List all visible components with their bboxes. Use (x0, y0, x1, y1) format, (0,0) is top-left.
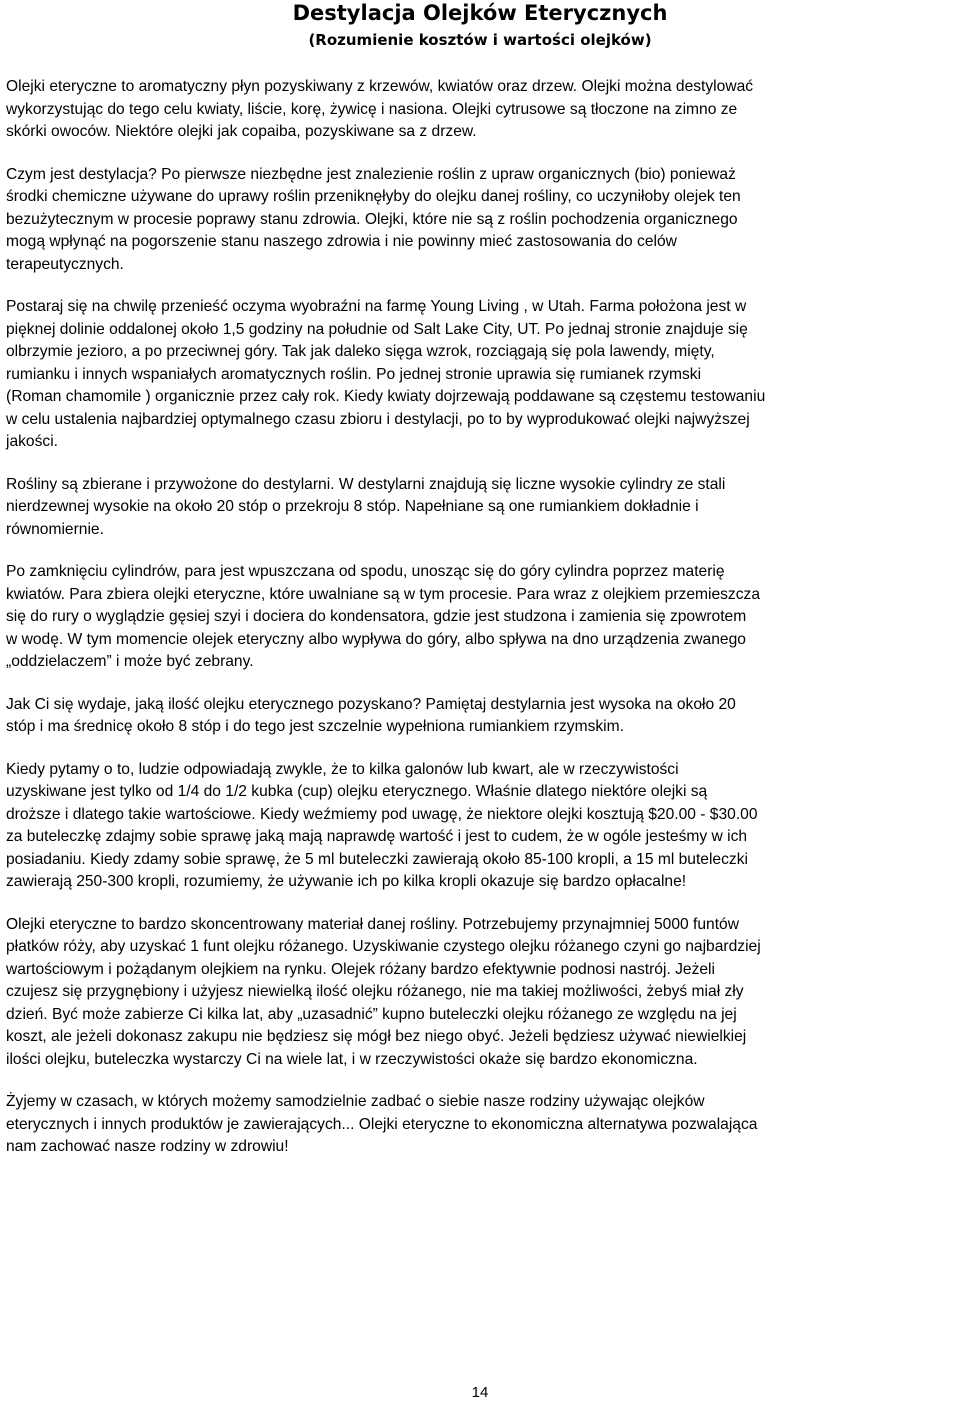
text-line: Olejki eteryczne to aromatyczny płyn pozyskiwany z krzewów, kwiatów oraz drzew. Olejki można destylować (6, 78, 754, 95)
document-title: Destylacja Olejków Eterycznych (292, 1, 668, 25)
text-line: Po zamknięciu cylindrów, para jest wpuszczana od spodu, unosząc się do góry cylindra poprzez materię (6, 563, 725, 580)
text-line: Rośliny są zbierane i przywożone do destylarni. W destylarni znajdują się liczne wysokie cylindry ze stali (6, 475, 726, 493)
text-line: nierdzewnej wysokie na około 20 stóp o przekroju 8 stóp. Napełniane są one rumiankiem dokładnie i (6, 498, 699, 515)
text-line: w wodę. W tym momencie olejek eteryczny albo wypływa do góry, albo spływa na dno urządzenia zwanego (6, 630, 746, 648)
paragraph (6, 296, 958, 454)
paragraph (6, 561, 958, 674)
text-line: olbrzymie jezioro, a po przeciwnej góry. Tak jak daleko sięga wzrok, rozciągają się pola lawendy, mięty, (6, 343, 715, 360)
text-line: kwiatów. Para zbiera olejki eteryczne, które uwalniane są w tym procesie. Para wraz z olejkiem przemieszcza (6, 585, 760, 603)
paragraph (6, 694, 958, 739)
text-line: bezużytecznym w procesie poprawy stanu zdrowia. Olejki, które nie są z roślin pochodzenia organicznego (6, 210, 738, 228)
text-line: Postaraj się na chwilę przenieść oczyma wyobraźni na farmę Young Living , w Utah. Farma położona jest w (6, 298, 747, 315)
text-line: zawierają 250-300 kropli, rozumiemy, że używanie ich po kilka kropli okazuje się bardzo opłacalne! (6, 873, 687, 890)
text-line: Jak Ci się wydaje, jaką ilość olejku eterycznego pozyskano? Pamiętaj destylarnia jest wysoka na około 20 (6, 695, 736, 713)
text-line: czujesz się przygnębiony i użyjesz niewielką ilość olejku różanego, nie ma takiej możliwości, żebyś miał zły (6, 983, 744, 1000)
text-line: terapeutycznych. (6, 255, 124, 273)
document-subtitle: (Rozumienie kosztów i wartości olejków) (308, 31, 652, 49)
text-line: posiadaniu. Kiedy zdamy sobie sprawę, że 5 ml buteleczki zawierają około 85-100 kropli, a 15 ml buteleczki (6, 850, 748, 868)
text-line: skórki owoców. Niektóre olejki jak copaiba, pozyskiwane sa z drzew. (6, 123, 477, 140)
text-line: rumianku i innych wspaniałych aromatycznych roślin. Po jednej stronie uprawia się rumianek rzymski (6, 365, 702, 383)
paragraph (6, 1091, 958, 1159)
text-line: „oddzielaczem” i może być zebrany. (6, 653, 254, 670)
text-line: eterycznych i innych produktów je zawierających... Olejki eteryczne to ekonomiczna alternatywa pozwalająca (6, 1115, 758, 1133)
text-line: się do rury o wyglądzie gęsiej szyi i dociera do kondensatora, gdzie jest studzona i zamienia się zpowrotem (6, 608, 747, 625)
text-line: ilości olejku, buteleczka wystarczy Ci na wiele lat, i w rzeczywistości okaże się bardzo ekonomiczna. (6, 1050, 698, 1068)
text-line: w celu ustalenia najbardziej optymalnego czasu zbioru i destylacji, po to by wyprodukować olejki najwyższej (6, 410, 750, 428)
paragraph (6, 914, 958, 1072)
paragraph (6, 164, 958, 277)
paragraph (6, 76, 958, 144)
text-line: Czym jest destylacja? Po pierwsze niezbędne jest znalezienie roślin z upraw organicznych (bio) ponieważ (6, 165, 736, 183)
paragraph (6, 474, 958, 542)
text-line: stóp i ma średnicę około 8 stóp i do tego jest szczelnie wypełniona rumiankiem rzymskim. (6, 718, 624, 735)
text-line: koszt, ale jeżeli dokonasz zakupu nie będziesz się mógł bez niego obyć. Jeżeli będziesz używać niewielkiej (6, 1028, 747, 1045)
text-line: płatków róży, aby uzyskać 1 funt olejku różanego. Uzyskiwanie czystego olejku różanego czyni go najbardziej (6, 938, 761, 955)
text-line: pięknej dolinie oddalonej około 1,5 godziny na południe od Salt Lake City, UT. Po jednaj stronie znajduje się (6, 320, 748, 338)
text-line: za buteleczkę zdajmy sobie sprawę jaką mają naprawdę wartość i jest to cudem, że w ogóle jesteśmy w ich (6, 828, 748, 845)
text-line: środki chemiczne używane do uprawy roślin przeniknęłyby do olejku danej rośliny, co uczyniłoby olejek ten (6, 188, 741, 205)
text-line: Żyjemy w czasach, w których możemy samodzielnie zadbać o siebie nasze rodziny używając olejków (6, 1093, 705, 1110)
text-line: Olejki eteryczne to bardzo skoncentrowany materiał danej rośliny. Potrzebujemy przynajmniej 5000 funtów (6, 915, 739, 933)
text-line: wykorzystując do tego celu kwiaty, liście, korę, żywicę i nasiona. Olejki cytrusowe są tłoczone na zimno ze (6, 100, 738, 118)
text-line: mogą wpłynąć na pogorszenie stanu naszego zdrowia i nie powinny mieć zastosowania do celów (6, 233, 677, 250)
text-line: równomiernie. (6, 520, 104, 538)
page-number: 14 (471, 1384, 489, 1401)
text-line: jakości. (6, 433, 58, 450)
text-line: nam zachować nasze rodziny w zdrowiu! (6, 1138, 289, 1155)
text-line: dzień. Być może zabierze Ci kilka lat, aby „uzasadnić” kupno buteleczki olejku różanego ze względu na jej (6, 1005, 737, 1023)
text-line: uzyskiwane jest tylko od 1/4 do 1/2 kubka (cup) olejku eterycznego. Właśnie dlatego niektóre olejki są (6, 783, 708, 800)
paragraph (6, 759, 958, 894)
text-line: Kiedy pytamy o to, ludzie odpowiadają zwykle, że to kilka galonów lub kwart, ale w rzeczywistości (6, 760, 679, 778)
text-line: wartościowym i pożądanym olejkiem na rynku. Olejek różany bardzo efektywnie podnosi nastrój. Jeżeli (6, 960, 715, 978)
text-line: droższe i dlatego takie wartościowe. Kiedy weźmiemy pod uwagę, że niektore olejki kosztują $20.00 - $30.00 (6, 805, 758, 823)
document-body (6, 76, 958, 1179)
text-line: (Roman chamomile ) organicznie przez cały rok. Kiedy kwiaty dojrzewają poddawane są częstemu testowaniu (6, 388, 766, 405)
